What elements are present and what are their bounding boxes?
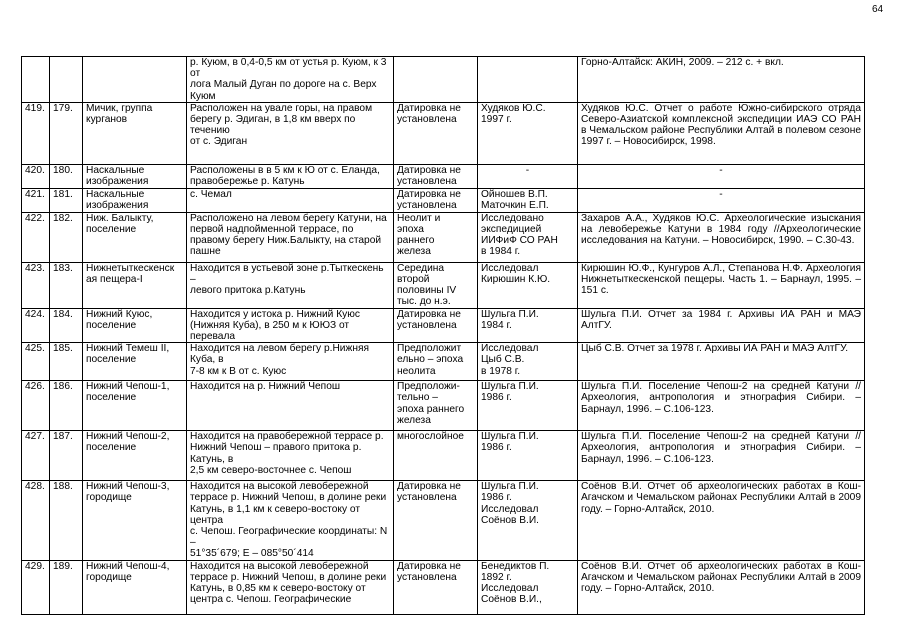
researcher-cell: Шульга П.И. 1984 г. [478,308,578,343]
table-row [22,343,865,381]
page-number: 64 [872,4,884,15]
monument-name: Нижний Чепош-1, поселение [83,381,187,431]
row-subnumber: 184. [50,308,83,343]
monument-name: Мичик, группа курганов [83,102,187,164]
location-cell: Находится на левом берегу р.Нижняя Куба, в 7-8 км к В от с. Куюс [187,343,394,381]
dating-cell: Неолит и эпоха раннего железа [394,212,478,262]
table-row [22,102,865,164]
row-number [22,57,50,103]
row-number: 420. [22,164,50,188]
monument-name: Нижний Чепош-3, городище [83,481,187,560]
row-subnumber [50,57,83,103]
monuments-table [21,56,865,615]
row-subnumber: 187. [50,431,83,481]
monument-name: Нижний Чепош-4, городище [83,560,187,614]
literature-cell: Шульга П.И. Поселение Чепош-2 на средней Катуни // Археология, антропология и этнография Сибири. – Барнаул, 1996. – С.106-123. [578,431,865,481]
dating-cell: Предположит ельно – эпоха неолита [394,343,478,381]
location-cell: Расположены в в 5 км к Ю от с. Еланда, правобережье р. Катунь [187,164,394,188]
dating-cell: многослойное [394,431,478,481]
literature-cell: Соёнов В.И. Отчет об археологических работах в Кош-Агачском и Чемальском районах Республики Алтай в 2009 году. – Горно-Алтайск, 2010. [578,560,865,614]
dating-cell: Датировка не установлена [394,308,478,343]
table-row [22,560,865,614]
location-cell: Находится у истока р. Нижний Куюс (Нижняя Куба), в 250 м к ЮЮЗ от перевала [187,308,394,343]
dating-cell: Середина второй половины IV тыс. до н.э. [394,262,478,308]
location-cell: Расположен на увале горы, на правом берегу р. Эдиган, в 1,8 км вверх по течению от с. Эдиган [187,102,394,164]
table-row [22,57,865,103]
location-cell: р. Куюм, в 0,4-0,5 км от устья р. Куюм, к 3 от лога Малый Дуган по дороге на с. Верх Куюм [187,57,394,103]
row-subnumber: 189. [50,560,83,614]
row-number: 423. [22,262,50,308]
row-subnumber: 179. [50,102,83,164]
researcher-cell: Худяков Ю.С. 1997 г. [478,102,578,164]
table-row [22,431,865,481]
literature-cell: Цыб С.В. Отчет за 1978 г. Архивы ИА РАН и МАЭ АлтГУ. [578,343,865,381]
literature-cell: Худяков Ю.С. Отчет о работе Южно-сибирского отряда Северо-Азиатской комплексной экспедиции ИАЭ СО РАН в Чемальском районе Республики Алтай в полевом сезоне 1997 г. – Новосибирск, 1998. [578,102,865,164]
dating-cell: Предположи- тельно – эпоха раннего железа [394,381,478,431]
row-number: 424. [22,308,50,343]
literature-cell: Кирюшин Ю.Ф., Кунгуров А.Л., Степанова Н.Ф. Археология Нижнетыткескенской пещеры. Часть 1. – Барнаул, 1995. – 151 с. [578,262,865,308]
row-subnumber: 181. [50,188,83,212]
monument-name: Нижний Куюс, поселение [83,308,187,343]
row-subnumber: 183. [50,262,83,308]
table-row [22,212,865,262]
researcher-cell: Исследовано экспедицией ИИФиФ СО РАН в 1984 г. [478,212,578,262]
literature-cell: - [578,188,865,212]
monument-name: Наскальные изображения [83,188,187,212]
location-cell: Находится на высокой левобережной террасе р. Нижний Чепош, в долине реки Катунь, в 1,1 км к северо-востоку от центра с. Чепош. Географические координаты: N – 51°35´679; E – 085°50´414 [187,481,394,560]
row-number: 419. [22,102,50,164]
monument-name: Ниж. Балыкту, поселение [83,212,187,262]
row-subnumber: 180. [50,164,83,188]
row-number: 422. [22,212,50,262]
row-number: 427. [22,431,50,481]
dating-cell: Датировка не установлена [394,102,478,164]
row-number: 421. [22,188,50,212]
table-row [22,381,865,431]
monument-name [83,57,187,103]
row-number: 426. [22,381,50,431]
researcher-cell [478,57,578,103]
literature-cell: Шульга П.И. Поселение Чепош-2 на средней Катуни // Археология, антропология и этнография Сибири. – Барнаул, 1996. – С.106-123. [578,381,865,431]
dating-cell: Датировка не установлена [394,164,478,188]
literature-cell: Соёнов В.И. Отчет об археологических работах в Кош-Агачском и Чемальском районах Республики Алтай в 2009 году. – Горно-Алтайск, 2010. [578,481,865,560]
dating-cell: Датировка не установлена [394,481,478,560]
dating-cell: Датировка не установлена [394,560,478,614]
table-row [22,481,865,560]
researcher-cell: Шульга П.И. 1986 г. [478,431,578,481]
table-row [22,308,865,343]
row-subnumber: 185. [50,343,83,381]
monument-name: Нижний Чепош-2, поселение [83,431,187,481]
row-number: 428. [22,481,50,560]
researcher-cell: Бенедиктов П. 1892 г. Исследовал Соёнов В.И., [478,560,578,614]
researcher-cell: Исследовал Цыб С.В. в 1978 г. [478,343,578,381]
dating-cell: Датировка не установлена [394,188,478,212]
row-subnumber: 188. [50,481,83,560]
table-row [22,188,865,212]
researcher-cell: Шульга П.И. 1986 г. [478,381,578,431]
row-number: 429. [22,560,50,614]
table-row [22,164,865,188]
monument-name: Нижнетыткескенск ая пещера-I [83,262,187,308]
location-cell: Находится на р. Нижний Чепош [187,381,394,431]
location-cell: с. Чемал [187,188,394,212]
location-cell: Находится на правобережной террасе р. Нижний Чепош – правого притока р. Катунь, в 2,5 км северо-восточнее с. Чепош [187,431,394,481]
researcher-cell: Шульга П.И. 1986 г. Исследовал Соёнов В.И. [478,481,578,560]
row-subnumber: 186. [50,381,83,431]
literature-cell: Захаров А.А., Худяков Ю.С. Археологические изыскания на левобережье Катуни в 1984 году //Археологические исследования на Катуни. – Новосибирск, 1990. – С.30-43. [578,212,865,262]
literature-cell: - [578,164,865,188]
monument-name: Нижний Темеш II, поселение [83,343,187,381]
table-row [22,262,865,308]
location-cell: Находится в устьевой зоне р.Тыткескень – левого притока р.Катунь [187,262,394,308]
row-number: 425. [22,343,50,381]
researcher-cell: - [478,164,578,188]
location-cell: Находится на высокой левобережной террасе р. Нижний Чепош, в долине реки Катунь, в 0,85 км к северо-востоку от центра с. Чепош. Географические [187,560,394,614]
researcher-cell: Исследовал Кирюшин К.Ю. [478,262,578,308]
dating-cell [394,57,478,103]
researcher-cell: Ойношев В.П. Маточкин Е.П. [478,188,578,212]
row-subnumber: 182. [50,212,83,262]
monument-name: Наскальные изображения [83,164,187,188]
literature-cell: Шульга П.И. Отчет за 1984 г. Архивы ИА РАН и МАЭ АлтГУ. [578,308,865,343]
literature-cell: Горно-Алтайск: АКИН, 2009. – 212 с. + вкл. [578,57,865,103]
location-cell: Расположено на левом берегу Катуни, на первой надпойменной террасе, по правому берегу Ниж.Балыкту, на старой пашне [187,212,394,262]
